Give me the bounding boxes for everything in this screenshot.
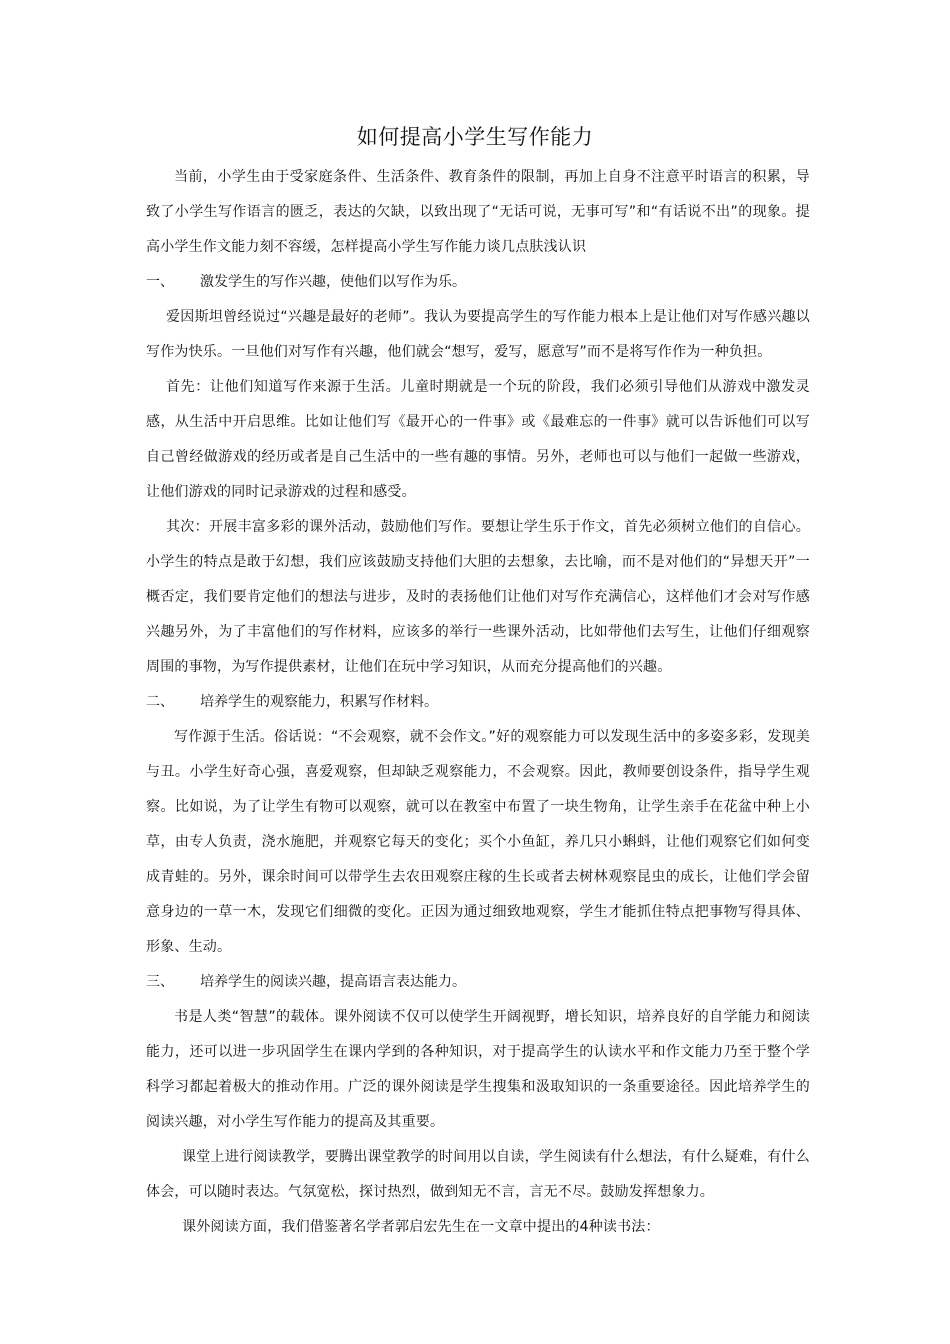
section-1-paragraph-1: 爱因斯坦曾经说过“兴趣是最好的老师”。我认为要提高学生的写作能力根本上是让他们对写作感兴趣以写作为快乐。一旦他们对写作有兴趣，他们就会“想写，爱写，愿意写”而不是将写作作为一种负担。 [146, 309, 810, 360]
section-3-paragraph-3: 课外阅读方面，我们借鉴著名学者郭启宏先生在一文章中提出的4种读书法： [182, 1219, 660, 1235]
intro-paragraph: 当前，小学生由于受家庭条件、生活条件、教育条件的限制，再加上自身不注意平时语言的积累，导致了小学生写作语言的匮乏，表达的欠缺，以致出现了“无话可说，无事可写”和“有话说不出”的现象。提高小学生作文能力刻不容缓，怎样提高小学生写作能力谈几点肤浅认识 [146, 169, 810, 255]
section-1-heading [146, 265, 810, 300]
document-title: 如何提高小学生写作能力 [356, 125, 594, 149]
section-1-paragraph-2: 首先：让他们知道写作来源于生活。儿童时期就是一个玩的阶段，我们必须引导他们从游戏中激发灵感，从生活中开启思维。比如让他们写《最开心的一件事》或《最难忘的一件事》就可以告诉他们可以写自己曾经做游戏的经历或者是自己生活中的一些有趣的事情。另外，老师也可以与他们一起做一些游戏，让他们游戏的同时记录游戏的过程和感受。 [146, 379, 810, 500]
section-1-number: 一、 [146, 274, 174, 290]
section-1-title: 激发学生的写作兴趣，使他们以写作为乐。 [200, 274, 466, 290]
section-3-paragraph-2: 课堂上进行阅读教学，要腾出课堂教学的时间用以自读，学生阅读有什么想法，有什么疑难，有什么体会，可以随时表达。气氛宽松，探讨热烈，做到知无不言，言无不尽。鼓励发挥想象力。 [146, 1149, 810, 1200]
section-2-heading [146, 685, 810, 720]
section-2-number: 二、 [146, 694, 174, 710]
section-2-title: 培养学生的观察能力，积累写作材料。 [200, 694, 438, 710]
section-2-paragraph-1: 写作源于生活。俗话说：“不会观察，就不会作文。”好的观察能力可以发现生活中的多姿多彩，发现美与丑。小学生好奇心强，喜爱观察，但却缺乏观察能力，不会观察。因此，教师要创设条件，指导学生观察。比如说，为了让学生有物可以观察，就可以在教室中布置了一块生物角，让学生亲手在花盆中种上小草，由专人负责，浇水施肥，并观察它每天的变化；买个小鱼缸，养几只小蝌蚪，让他们观察它们如何变成青蛙的。另外，课余时间可以带学生去农田观察庄稼的生长或者去树林观察昆虫的成长，让他们学会留意身边的一草一木，发现它们细微的变化。正因为通过细致地观察，学生才能抓住特点把事物写得具体、形象、生动。 [146, 729, 810, 955]
section-1-paragraph-3: 其次：开展丰富多彩的课外活动，鼓励他们写作。要想让学生乐于作文，首先必须树立他们的自信心。小学生的特点是敢于幻想，我们应该鼓励支持他们大胆的去想象，去比喻，而不是对他们的“异想天开”一概否定，我们要肯定他们的想法与进步，及时的表扬他们让他们对写作充满信心，这样他们才会对写作感兴趣另外，为了丰富他们的写作材料，应该多的举行一些课外活动，比如带他们去写生，让他们仔细观察周围的事物，为写作提供素材，让他们在玩中学习知识，从而充分提高他们的兴趣。 [146, 519, 810, 675]
document-body [146, 160, 810, 1245]
section-3-title: 培养学生的阅读兴趣，提高语言表达能力。 [200, 974, 466, 990]
section-3-heading [146, 965, 810, 1000]
section-3-number: 三、 [146, 974, 174, 990]
section-3-paragraph-1: 书是人类“智慧”的载体。课外阅读不仅可以使学生开阔视野，增长知识，培养良好的自学能力和阅读能力，还可以进一步巩固学生在课内学到的各种知识，对于提高学生的认读水平和作文能力乃至于整个学科学习都起着极大的推动作用。广泛的课外阅读是学生搜集和汲取知识的一条重要途径。因此培养学生的阅读兴趣，对小学生写作能力的提高及其重要。 [146, 1009, 810, 1130]
